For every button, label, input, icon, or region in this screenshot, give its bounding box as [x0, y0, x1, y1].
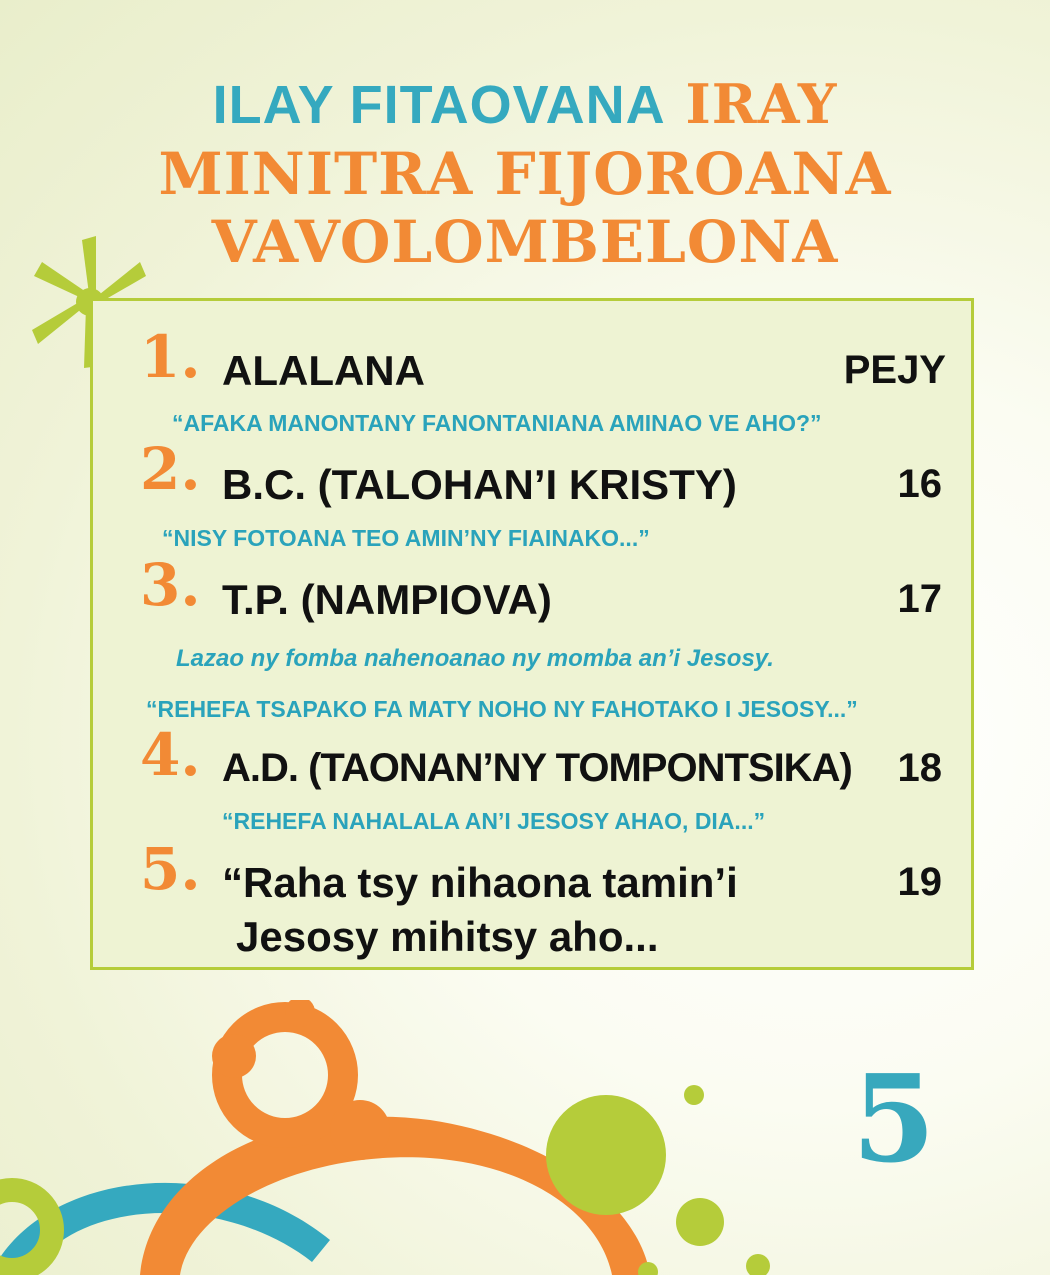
title-teal-text: ILAY FITAOVANA — [212, 75, 666, 135]
toc-item-5-page: 19 — [897, 860, 942, 904]
toc-item-1-quote: “AFAKA MANONTANY FANONTANIANA AMINAO VE AHO?” — [172, 410, 822, 436]
toc-number-3: 3. — [140, 551, 201, 619]
toc-item-3-note: Lazao ny fomba nahenoanao ny momba an’i Jesosy. — [176, 645, 774, 672]
toc-item-4-label: A.D. (TAONAN’NY TOMPONTSIKA) — [222, 746, 852, 790]
title-orange-text: IRAY — [685, 72, 838, 136]
toc-item-2-page: 16 — [897, 462, 942, 506]
big-number-five: 5 — [852, 1049, 936, 1190]
toc-item-2-quote: “NISY FOTOANA TEO AMIN’NY FIAINAKO...” — [162, 525, 650, 551]
toc-item-3-quote: “REHEFA TSAPAKO FA MATY NOHO NY FAHOTAKO I JESOSY...” — [146, 696, 858, 722]
toc-number-5: 5. — [140, 835, 201, 903]
toc-number-4: 4. — [140, 721, 201, 789]
title-line-1 — [0, 72, 1050, 136]
toc-item-4-page: 18 — [897, 746, 942, 790]
toc-item-4-quote: “REHEFA NAHALALA AN’I JESOSY AHAO, DIA...” — [222, 808, 766, 834]
page-column-header: PEJY — [843, 348, 946, 392]
toc-item-3-page: 17 — [897, 577, 942, 621]
toc-number-2: 2. — [140, 435, 201, 503]
toc-item-3-label: T.P. (NAMPIOVA) — [222, 576, 552, 623]
toc-item-5-label-line-1: “Raha tsy nihaona tamin’i — [222, 859, 738, 906]
toc-item-1-label: ALALANA — [222, 347, 425, 394]
title-line-3: VAVOLOMBELONA — [211, 208, 839, 276]
toc-item-2-label: B.C. (TALOHAN’I KRISTY) — [222, 461, 737, 508]
toc-number-1: 1. — [140, 323, 201, 391]
title-line-2: MINITRA FIJOROANA — [158, 140, 892, 208]
toc-item-5-label-line-2: Jesosy mihitsy aho... — [236, 913, 659, 960]
